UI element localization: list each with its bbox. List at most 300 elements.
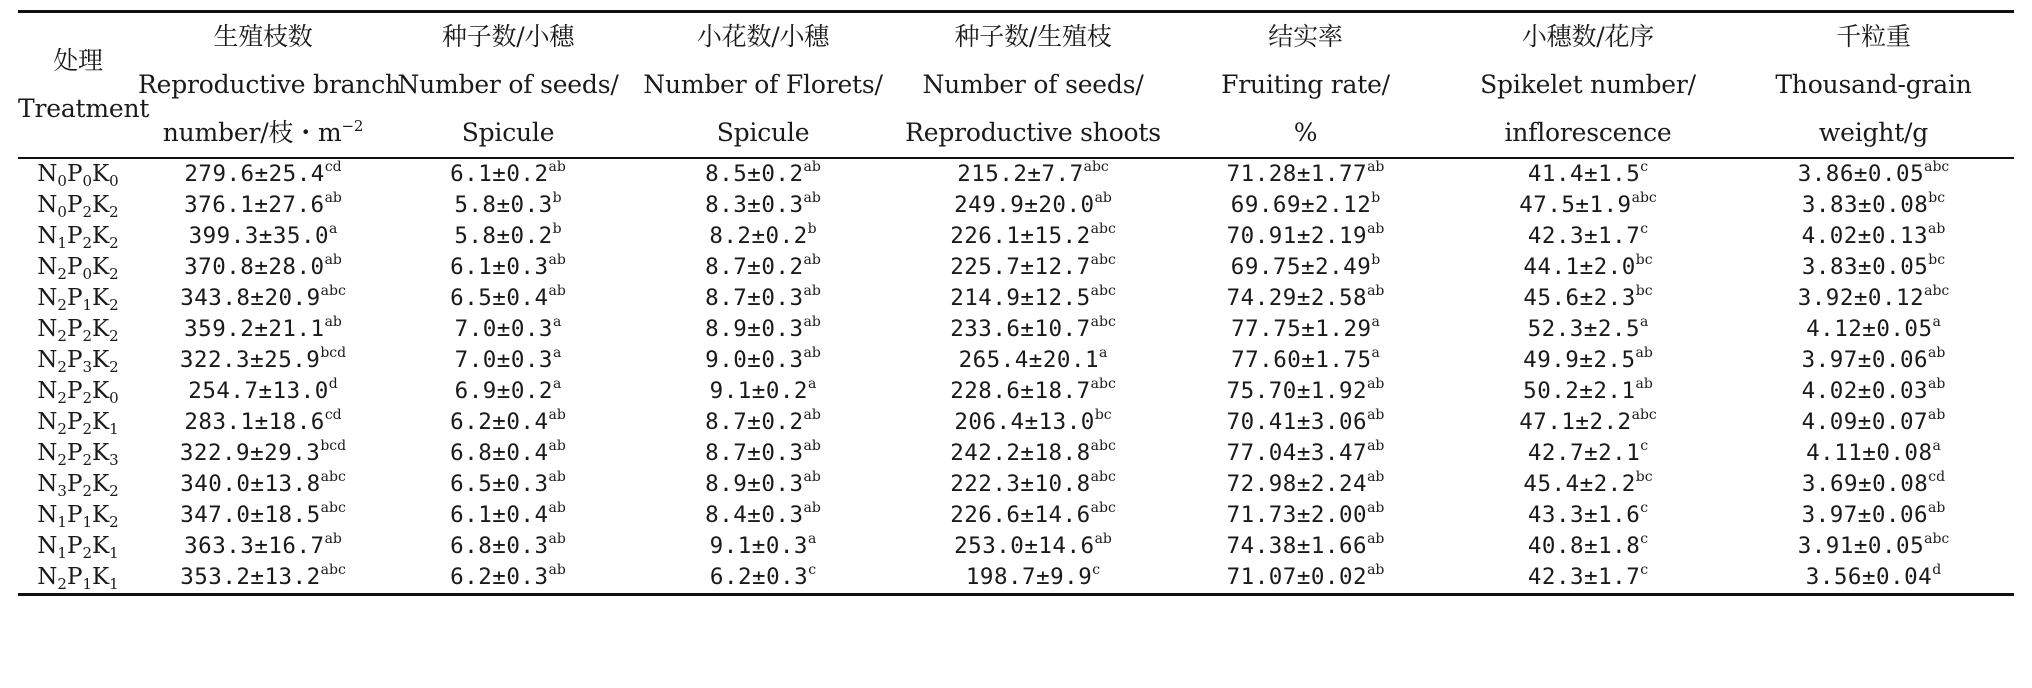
header-line: Number of seeds/ — [922, 70, 1144, 99]
nutrient-symbol: N — [37, 440, 58, 466]
nutrient-level: 0 — [82, 172, 92, 190]
significance-letter: a — [329, 221, 338, 237]
significance-letter: c — [1640, 562, 1649, 578]
significance-letter: b — [1371, 190, 1381, 206]
header-spikelet-number — [1443, 12, 1733, 159]
value-cell — [628, 190, 898, 221]
header-line: 小穗数/花序 — [1521, 22, 1655, 51]
treatment-cell — [18, 376, 138, 407]
treatment-cell — [18, 345, 138, 376]
cell-value: 47.1±2.2 — [1519, 409, 1632, 435]
significance-letter: ab — [1928, 376, 1946, 392]
nutrient-symbol: K — [91, 223, 110, 249]
header-treatment-en: Treatment — [18, 94, 150, 123]
nutrient-level: 2 — [57, 296, 67, 314]
value-cell — [388, 221, 628, 252]
significance-letter: ab — [548, 469, 566, 485]
header-line: Number of Florets/ — [643, 70, 883, 99]
cell-value: 198.7±9.9 — [965, 564, 1093, 590]
significance-letter: ab — [1367, 500, 1385, 516]
nutrient-symbol: P — [66, 409, 83, 435]
significance-letter: b — [552, 190, 562, 206]
cell-value: 228.6±18.7 — [950, 378, 1091, 404]
value-cell — [1168, 314, 1443, 345]
cell-value: 233.6±10.7 — [950, 316, 1091, 342]
nutrient-level: 3 — [109, 451, 119, 469]
cell-value: 6.2±0.3 — [450, 564, 549, 590]
nutrient-symbol: K — [91, 533, 110, 559]
value-cell — [1733, 158, 2014, 190]
treatment-cell — [18, 562, 138, 595]
nutrient-symbol: N — [37, 161, 58, 187]
cell-value: 77.04±3.47 — [1226, 440, 1368, 466]
significance-letter: abc — [320, 469, 346, 485]
significance-letter: c — [1092, 562, 1101, 578]
significance-letter: ab — [803, 283, 821, 299]
cell-value: 8.4±0.3 — [705, 502, 804, 528]
cell-value: 4.09±0.07 — [1801, 409, 1929, 435]
nutrient-level: 2 — [109, 358, 119, 376]
significance-letter: a — [1371, 345, 1380, 361]
cell-value: 44.1±2.0 — [1523, 254, 1636, 280]
value-cell — [388, 531, 628, 562]
cell-value: 3.92±0.12 — [1797, 285, 1925, 311]
value-cell — [138, 158, 388, 190]
cell-value: 74.29±2.58 — [1226, 285, 1368, 311]
cell-value: 376.1±27.6 — [184, 192, 325, 218]
nutrient-level: 1 — [57, 234, 67, 252]
treatment-cell — [18, 314, 138, 345]
significance-letter: abc — [1090, 500, 1116, 516]
value-cell — [898, 252, 1168, 283]
significance-letter: ab — [803, 314, 821, 330]
value-cell — [628, 345, 898, 376]
header-line: 种子数/小穗 — [441, 22, 575, 51]
significance-letter: ab — [1928, 221, 1946, 237]
cell-value: 6.2±0.3 — [709, 564, 809, 590]
value-cell — [1168, 500, 1443, 531]
nutrient-level: 2 — [57, 575, 67, 593]
significance-letter: ab — [803, 407, 821, 423]
cell-value: 6.2±0.4 — [450, 409, 549, 435]
nutrient-symbol: N — [37, 316, 58, 342]
nutrient-symbol: P — [66, 378, 83, 404]
cell-value: 283.1±18.6 — [184, 409, 325, 435]
nutrient-symbol: N — [37, 409, 58, 435]
cell-value: 71.73±2.00 — [1226, 502, 1368, 528]
significance-letter: ab — [324, 531, 342, 547]
significance-letter: ab — [1635, 376, 1653, 392]
nutrient-symbol: P — [66, 223, 83, 249]
header-seeds-per-shoot — [898, 12, 1168, 159]
significance-letter: ab — [548, 438, 566, 454]
significance-letter: abc — [320, 500, 346, 516]
value-cell — [1443, 283, 1733, 314]
cell-value: 3.97±0.06 — [1801, 347, 1929, 373]
nutrient-level: 2 — [82, 482, 92, 500]
cell-value: 69.69±2.12 — [1230, 192, 1372, 218]
value-cell — [1168, 562, 1443, 595]
value-cell — [898, 438, 1168, 469]
nutrient-symbol: P — [66, 316, 83, 342]
significance-letter: a — [1371, 314, 1380, 330]
cell-value: 9.1±0.2 — [709, 378, 808, 404]
value-cell — [1443, 345, 1733, 376]
value-cell — [138, 314, 388, 345]
significance-letter: ab — [1928, 500, 1946, 516]
value-cell — [138, 190, 388, 221]
nutrient-symbol: K — [91, 502, 110, 528]
header-line: 小花数/小穗 — [696, 22, 830, 51]
nutrient-level: 2 — [109, 482, 119, 500]
value-cell — [1168, 252, 1443, 283]
nutrient-symbol: N — [37, 564, 58, 590]
significance-letter: ab — [1094, 531, 1112, 547]
significance-letter: ab — [324, 314, 342, 330]
value-cell — [1168, 438, 1443, 469]
significance-letter: bc — [1928, 190, 1946, 206]
header-unit-exponent: −2 — [341, 117, 364, 135]
data-table — [18, 10, 2014, 596]
nutrient-level: 2 — [82, 389, 92, 407]
value-cell — [138, 407, 388, 438]
value-cell — [628, 314, 898, 345]
value-cell — [898, 407, 1168, 438]
cell-value: 3.83±0.08 — [1801, 192, 1929, 218]
significance-letter: bc — [1094, 407, 1112, 423]
value-cell — [388, 500, 628, 531]
cell-value: 41.4±1.5 — [1527, 161, 1641, 187]
value-cell — [628, 376, 898, 407]
treatment-cell — [18, 500, 138, 531]
value-cell — [1168, 190, 1443, 221]
significance-letter: ab — [1367, 469, 1385, 485]
value-cell — [898, 562, 1168, 595]
header-line: weight/g — [1818, 118, 1929, 147]
significance-letter: a — [807, 531, 817, 547]
nutrient-symbol: N — [37, 285, 58, 311]
table-row — [18, 345, 2014, 376]
value-cell — [138, 562, 388, 595]
nutrient-symbol: N — [37, 254, 58, 280]
header-line: Spikelet number/ — [1480, 70, 1696, 99]
significance-letter: cd — [324, 159, 342, 175]
cell-value: 52.3±2.5 — [1527, 316, 1640, 342]
cell-value: 42.3±1.7 — [1527, 223, 1641, 249]
cell-value: 3.69±0.08 — [1801, 471, 1929, 497]
cell-value: 214.9±12.5 — [950, 285, 1091, 311]
header-line: Number of seeds/ — [397, 70, 619, 99]
nutrient-level: 2 — [57, 358, 67, 376]
significance-letter: ab — [548, 407, 566, 423]
significance-letter: abc — [1090, 221, 1116, 237]
nutrient-symbol: K — [91, 316, 110, 342]
cell-value: 370.8±28.0 — [184, 254, 325, 280]
value-cell — [1168, 158, 1443, 190]
nutrient-symbol: K — [91, 564, 110, 590]
cell-value: 8.7±0.3 — [705, 285, 804, 311]
cell-value: 72.98±2.24 — [1226, 471, 1368, 497]
value-cell — [388, 438, 628, 469]
nutrient-symbol: N — [37, 347, 58, 373]
nutrient-level: 2 — [109, 327, 119, 345]
value-cell — [1443, 562, 1733, 595]
table-row — [18, 283, 2014, 314]
significance-letter: c — [1640, 221, 1649, 237]
significance-letter: bcd — [320, 345, 347, 361]
header-line: 千粒重 — [1836, 22, 1911, 51]
value-cell — [898, 469, 1168, 500]
significance-letter: a — [552, 345, 562, 361]
cell-value: 6.1±0.4 — [450, 502, 549, 528]
table-row — [18, 500, 2014, 531]
significance-letter: ab — [1094, 190, 1112, 206]
nutrient-level: 2 — [57, 327, 67, 345]
header-line: Reproductive branch — [138, 70, 401, 99]
nutrient-symbol: K — [91, 471, 110, 497]
table-row — [18, 376, 2014, 407]
significance-letter: bc — [1635, 469, 1653, 485]
nutrient-symbol: P — [66, 285, 83, 311]
significance-letter: abc — [1090, 376, 1116, 392]
table-row — [18, 252, 2014, 283]
significance-letter: abc — [1090, 469, 1116, 485]
header-thousand-grain-weight — [1733, 12, 2014, 159]
cell-value: 9.0±0.3 — [705, 347, 804, 373]
value-cell — [1733, 531, 2014, 562]
value-cell — [138, 283, 388, 314]
value-cell — [1443, 376, 1733, 407]
cell-value: 359.2±21.1 — [184, 316, 325, 342]
table-row — [18, 469, 2014, 500]
cell-value: 5.8±0.3 — [454, 192, 553, 218]
table-row — [18, 190, 2014, 221]
value-cell — [628, 252, 898, 283]
value-cell — [1443, 221, 1733, 252]
cell-value: 8.7±0.3 — [705, 440, 804, 466]
significance-letter: bcd — [320, 438, 347, 454]
significance-letter: a — [807, 376, 817, 392]
nutrient-symbol: K — [91, 161, 110, 187]
value-cell — [1168, 376, 1443, 407]
significance-letter: ab — [803, 159, 821, 175]
cell-value: 347.0±18.5 — [180, 502, 321, 528]
value-cell — [1443, 531, 1733, 562]
header-line: 结实率 — [1268, 22, 1343, 51]
value-cell — [138, 531, 388, 562]
significance-letter: ab — [324, 252, 342, 268]
header-treatment-zh: 处理 — [53, 46, 103, 75]
nutrient-level: 2 — [57, 420, 67, 438]
nutrient-level: 2 — [109, 234, 119, 252]
cell-value: 7.0±0.3 — [454, 316, 553, 342]
nutrient-symbol: N — [37, 378, 58, 404]
significance-letter: d — [328, 376, 338, 392]
value-cell — [628, 531, 898, 562]
nutrient-level: 2 — [109, 513, 119, 531]
cell-value: 343.8±20.9 — [180, 285, 321, 311]
cell-value: 6.8±0.4 — [450, 440, 549, 466]
nutrient-symbol: K — [91, 409, 110, 435]
significance-letter: ab — [803, 345, 821, 361]
cell-value: 45.4±2.2 — [1523, 471, 1636, 497]
significance-letter: ab — [548, 531, 566, 547]
value-cell — [388, 283, 628, 314]
table-row — [18, 531, 2014, 562]
nutrient-symbol: P — [66, 502, 83, 528]
cell-value: 6.5±0.3 — [450, 471, 549, 497]
significance-letter: ab — [1367, 159, 1385, 175]
cell-value: 249.9±20.0 — [954, 192, 1095, 218]
cell-value: 7.0±0.3 — [454, 347, 553, 373]
nutrient-level: 2 — [82, 203, 92, 221]
value-cell — [1168, 221, 1443, 252]
nutrient-symbol: K — [91, 285, 110, 311]
significance-letter: abc — [1090, 314, 1116, 330]
cell-value: 3.91±0.05 — [1797, 533, 1925, 559]
header-line: Thousand-grain — [1775, 70, 1972, 99]
value-cell — [138, 500, 388, 531]
nutrient-level: 1 — [57, 544, 67, 562]
significance-letter: ab — [548, 500, 566, 516]
significance-letter: ab — [803, 252, 821, 268]
nutrient-symbol: K — [91, 440, 110, 466]
value-cell — [898, 345, 1168, 376]
cell-value: 42.3±1.7 — [1527, 564, 1641, 590]
cell-value: 353.2±13.2 — [180, 564, 321, 590]
value-cell — [388, 376, 628, 407]
significance-letter: ab — [803, 438, 821, 454]
table-row — [18, 314, 2014, 345]
value-cell — [628, 283, 898, 314]
value-cell — [1168, 407, 1443, 438]
nutrient-level: 3 — [82, 358, 92, 376]
nutrient-level: 1 — [109, 544, 119, 562]
value-cell — [388, 252, 628, 283]
header-line: % — [1293, 118, 1318, 147]
significance-letter: abc — [1090, 252, 1116, 268]
value-cell — [898, 314, 1168, 345]
treatment-cell — [18, 221, 138, 252]
value-cell — [1733, 407, 2014, 438]
cell-value: 70.91±2.19 — [1226, 223, 1368, 249]
significance-letter: ab — [548, 252, 566, 268]
nutrient-symbol: P — [66, 533, 83, 559]
value-cell — [138, 345, 388, 376]
value-cell — [138, 469, 388, 500]
treatment-cell — [18, 283, 138, 314]
nutrient-level: 2 — [57, 451, 67, 469]
cell-value: 4.12±0.05 — [1806, 316, 1933, 342]
cell-value: 70.41±3.06 — [1226, 409, 1368, 435]
significance-letter: abc — [320, 562, 346, 578]
nutrient-level: 2 — [82, 451, 92, 469]
nutrient-level: 0 — [109, 389, 119, 407]
nutrient-level: 1 — [82, 296, 92, 314]
cell-value: 71.07±0.02 — [1226, 564, 1368, 590]
cell-value: 47.5±1.9 — [1519, 192, 1632, 218]
value-cell — [388, 158, 628, 190]
cell-value: 4.02±0.13 — [1801, 223, 1929, 249]
significance-letter: bc — [1635, 252, 1653, 268]
nutrient-symbol: K — [91, 254, 110, 280]
significance-letter: b — [552, 221, 562, 237]
value-cell — [138, 376, 388, 407]
significance-letter: cd — [1928, 469, 1946, 485]
nutrient-symbol: N — [37, 192, 58, 218]
nutrient-level: 2 — [82, 234, 92, 252]
significance-letter: ab — [1367, 562, 1385, 578]
cell-value: 340.0±13.8 — [180, 471, 321, 497]
value-cell — [898, 283, 1168, 314]
value-cell — [1443, 469, 1733, 500]
cell-value: 5.8±0.2 — [454, 223, 553, 249]
value-cell — [628, 562, 898, 595]
significance-letter: abc — [1090, 283, 1116, 299]
significance-letter: a — [1640, 314, 1649, 330]
cell-value: 3.56±0.04 — [1805, 564, 1933, 590]
cell-value: 4.02±0.03 — [1801, 378, 1929, 404]
cell-value: 8.9±0.3 — [705, 316, 804, 342]
nutrient-level: 0 — [82, 265, 92, 283]
value-cell — [1733, 376, 2014, 407]
cell-value: 6.9±0.2 — [454, 378, 553, 404]
value-cell — [1168, 531, 1443, 562]
nutrient-level: 2 — [57, 389, 67, 407]
significance-letter: ab — [803, 190, 821, 206]
cell-value: 3.86±0.05 — [1797, 161, 1925, 187]
treatment-cell — [18, 531, 138, 562]
significance-letter: b — [807, 221, 817, 237]
cell-value: 42.7±2.1 — [1527, 440, 1641, 466]
nutrient-symbol: P — [66, 161, 83, 187]
significance-letter: abc — [1083, 159, 1109, 175]
significance-letter: ab — [803, 500, 821, 516]
cell-value: 279.6±25.4 — [184, 161, 325, 187]
significance-letter: c — [1640, 531, 1649, 547]
cell-value: 265.4±20.1 — [958, 347, 1100, 373]
cell-value: 8.2±0.2 — [709, 223, 808, 249]
nutrient-level: 2 — [57, 265, 67, 283]
significance-letter: abc — [1090, 438, 1116, 454]
nutrient-level: 0 — [57, 172, 67, 190]
header-row — [18, 12, 2014, 159]
cell-value: 43.3±1.6 — [1527, 502, 1641, 528]
header-treatment — [18, 12, 150, 159]
cell-value: 8.7±0.2 — [705, 254, 804, 280]
cell-value: 6.8±0.3 — [450, 533, 549, 559]
significance-letter: ab — [1367, 376, 1385, 392]
treatment-cell — [18, 407, 138, 438]
significance-letter: abc — [1631, 190, 1657, 206]
table-row — [18, 158, 2014, 190]
cell-value: 9.1±0.3 — [709, 533, 808, 559]
nutrient-symbol: P — [66, 564, 83, 590]
value-cell — [628, 469, 898, 500]
significance-letter: bc — [1928, 252, 1946, 268]
table-row — [18, 221, 2014, 252]
value-cell — [1733, 190, 2014, 221]
header-unit: number/枝・m — [162, 118, 342, 147]
significance-letter: ab — [1367, 221, 1385, 237]
nutrient-symbol: N — [37, 471, 58, 497]
cell-value: 253.0±14.6 — [954, 533, 1095, 559]
nutrient-symbol: P — [66, 192, 83, 218]
nutrient-level: 2 — [82, 420, 92, 438]
table-row — [18, 407, 2014, 438]
significance-letter: a — [1932, 438, 1941, 454]
cell-value: 399.3±35.0 — [188, 223, 330, 249]
